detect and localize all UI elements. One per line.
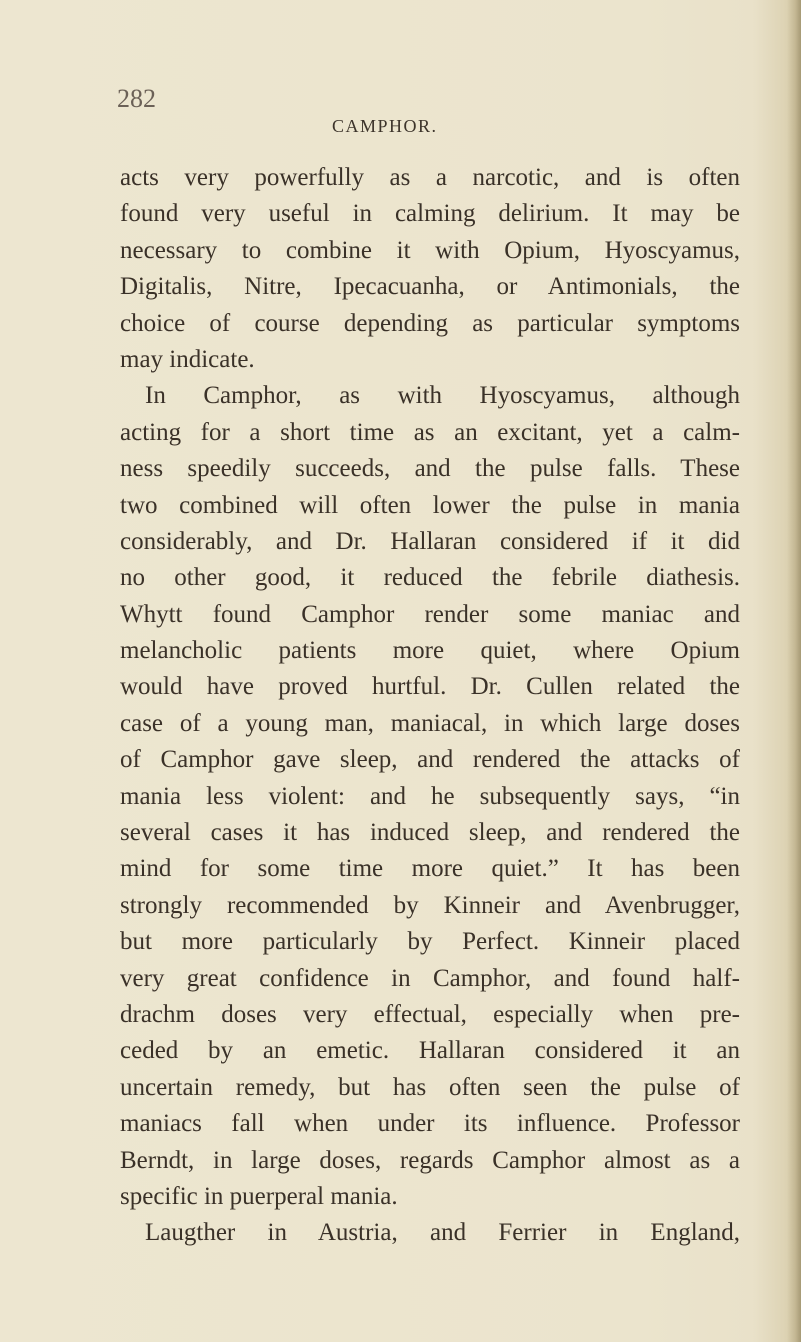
text-line: found very useful in calming delirium. It may be bbox=[120, 200, 740, 228]
text-line: specific in puerperal mania. bbox=[120, 1182, 398, 1210]
text-line: In Camphor, as with Hyoscyamus, although bbox=[145, 382, 740, 410]
text-line: uncertain remedy, but has often seen the pulse of bbox=[120, 1073, 740, 1101]
text-line: mind for some time more quiet.” It has been bbox=[120, 855, 740, 883]
text-line: acts very powerfully as a narcotic, and is often bbox=[120, 164, 740, 191]
text-line: would have proved hurtful. Dr. Cullen related the bbox=[120, 673, 740, 701]
text-line: Laugther in Austria, and Ferrier in England, bbox=[145, 1219, 740, 1247]
body-text bbox=[120, 160, 740, 1252]
text-line: Digitalis, Nitre, Ipecacuanha, or Antimonials, the bbox=[120, 273, 740, 301]
text-line: of Camphor gave sleep, and rendered the attacks of bbox=[120, 746, 740, 774]
text-line: ceded by an emetic. Hallaran considered it an bbox=[120, 1037, 740, 1065]
text-line: melancholic patients more quiet, where Opium bbox=[120, 637, 740, 665]
text-line: Whytt found Camphor render some maniac and bbox=[120, 600, 740, 628]
text-line: strongly recommended by Kinneir and Avenbrugger, bbox=[120, 891, 740, 919]
text-line: case of a young man, maniacal, in which large doses bbox=[120, 709, 740, 737]
text-line: two combined will often lower the pulse in mania bbox=[120, 491, 740, 519]
text-line: ness speedily succeeds, and the pulse falls. These bbox=[120, 455, 740, 483]
text-line: may indicate. bbox=[120, 345, 255, 373]
text-line: maniacs fall when under its influence. Professor bbox=[120, 1110, 740, 1138]
text-line: no other good, it reduced the febrile diathesis. bbox=[120, 564, 740, 592]
text-line: several cases it has induced sleep, and rendered the bbox=[120, 819, 740, 847]
text-line: very great confidence in Camphor, and found half- bbox=[120, 964, 740, 992]
text-line: but more particularly by Perfect. Kinneir placed bbox=[120, 928, 740, 956]
text-line: considerably, and Dr. Hallaran considered if it did bbox=[120, 527, 740, 555]
text-line: acting for a short time as an excitant, yet a calm- bbox=[120, 418, 740, 446]
text-line: mania less violent: and he subsequently says, “in bbox=[120, 782, 740, 810]
running-head: CAMPHOR. bbox=[332, 116, 438, 136]
text-line: drachm doses very effectual, especially when pre- bbox=[120, 1000, 740, 1028]
page-edge-shadow bbox=[787, 0, 801, 1342]
text-line: choice of course depending as particular symptoms bbox=[120, 309, 740, 337]
text-line: Berndt, in large doses, regards Camphor almost as a bbox=[120, 1146, 740, 1174]
text-line: necessary to combine it with Opium, Hyoscyamus, bbox=[120, 236, 740, 264]
page-number: 282 bbox=[117, 84, 156, 113]
